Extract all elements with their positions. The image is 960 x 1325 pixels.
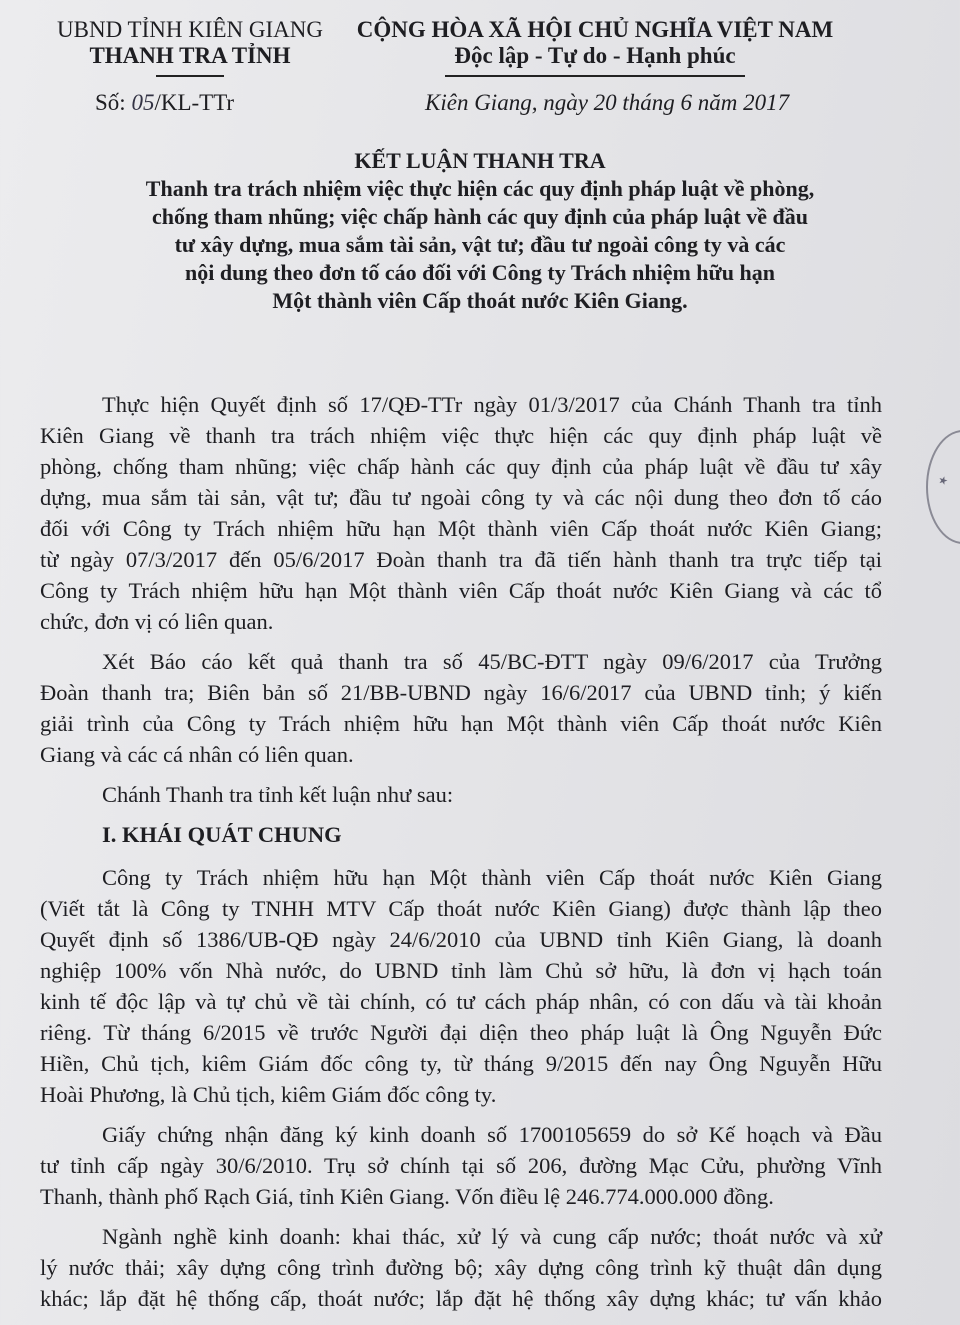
paragraph bbox=[40, 1119, 882, 1212]
subtitle-line: Một thành viên Cấp thoát nước Kiên Giang. bbox=[272, 288, 688, 313]
text-line: Công ty Trách nhiệm hữu hạn Một thành viên Cấp thoát nước Kiên Giang bbox=[102, 865, 882, 890]
text-line: Hiền, Chủ tịch, kiêm Giám đốc công ty, từ tháng 9/2015 đến nay Ông Nguyễn Hữu bbox=[40, 1051, 882, 1076]
subtitle-line: Thanh tra trách nhiệm việc thực hiện các quy định pháp luật về phòng, bbox=[145, 176, 815, 201]
title-main: KẾT LUẬN THANH TRA bbox=[354, 148, 606, 173]
document-title bbox=[0, 147, 960, 315]
text-line: dựng, mua sắm tài sản, vật tư; đầu tư ngoài công ty và các nội dung theo đơn tố cáo bbox=[40, 485, 882, 510]
text-line: phòng, chống tham nhũng; việc chấp hành các quy định của pháp luật về đầu tư xây bbox=[40, 454, 882, 479]
authority-line-1: UBND TỈNH KIÊN GIANG bbox=[57, 17, 323, 42]
text-line: Quyết định số 1386/UB-QĐ ngày 24/6/2010 của UBND tỉnh Kiên Giang, là doanh bbox=[40, 927, 882, 952]
paragraph bbox=[40, 1221, 882, 1314]
star-icon: ★ bbox=[936, 475, 949, 486]
text-line: Đoàn thanh tra; Biên bản số 21/BB-UBND ngày 16/6/2017 của UBND tỉnh; ý kiến bbox=[40, 680, 882, 705]
text-line: lý nước thải; xây dựng công trình đường bộ; xây dựng công trình kỹ thuật dân dụng bbox=[40, 1255, 882, 1280]
nation-name: CỘNG HÒA XÃ HỘI CHỦ NGHĨA VIỆT NAM bbox=[356, 17, 834, 42]
text-line: Giang và các cá nhân có liên quan. bbox=[40, 742, 354, 767]
text-line: kinh tế độc lập và tự chủ về tài chính, có tư cách pháp nhân, có con dấu và tài khoản bbox=[40, 989, 882, 1014]
divider bbox=[156, 75, 224, 77]
text-line: Ngành nghề kinh doanh: khai thác, xử lý và cung cấp nước; thoát nước và xử bbox=[102, 1224, 882, 1249]
seal-stamp-edge bbox=[926, 430, 960, 544]
text-line: chức, đơn vị có liên quan. bbox=[40, 609, 274, 634]
national-motto bbox=[345, 17, 845, 77]
subtitle-line: tư xây dựng, mua sắm tài sản, vật tư; đầu tư ngoài công ty và các bbox=[174, 232, 786, 257]
text-line: Xét Báo cáo kết quả thanh tra số 45/BC-ĐTT ngày 09/6/2017 của Trưởng bbox=[102, 649, 882, 674]
text-line: Công ty Trách nhiệm hữu hạn Một thành viên Cấp thoát nước Kiên Giang và các tổ bbox=[40, 578, 882, 603]
text-line: Thực hiện Quyết định số 17/QĐ-TTr ngày 01/3/2017 của Chánh Thanh tra tỉnh bbox=[102, 392, 882, 417]
text-line: từ ngày 07/3/2017 đến 05/6/2017 Đoàn thanh tra đã tiến hành thanh tra trực tiếp tại bbox=[40, 547, 882, 572]
text-line: (Viết tắt là Công ty TNHH MTV Cấp thoát nước Kiên Giang) được thành lập theo bbox=[40, 896, 882, 921]
text-line: giải trình của Công ty Trách nhiệm hữu hạn Một thành viên Cấp thoát nước Kiên bbox=[40, 711, 882, 736]
text-line: Chánh Thanh tra tỉnh kết luận như sau: bbox=[102, 782, 454, 807]
text-line: riêng. Từ tháng 6/2015 về trước Người đại diện theo pháp luật là Ông Nguyễn Đức bbox=[40, 1020, 882, 1045]
paragraph bbox=[40, 646, 882, 770]
text-line: khác; lắp đặt hệ thống cấp, thoát nước; lắp đặt hệ thống xây dựng khác; tư vấn khảo bbox=[40, 1286, 882, 1311]
number-suffix: /KL-TTr bbox=[154, 90, 235, 115]
document-body bbox=[40, 389, 882, 1323]
text-line: tư tỉnh cấp ngày 30/6/2010. Trụ sở chính tại số 206, đường Mạc Cửu, phường Vĩnh bbox=[40, 1153, 882, 1178]
text-line: Thanh, thành phố Rạch Giá, tỉnh Kiên Giang. Vốn điều lệ 246.774.000.000 đồng. bbox=[40, 1184, 774, 1209]
divider bbox=[445, 75, 745, 77]
authority-line-2: THANH TRA TỈNH bbox=[89, 43, 291, 68]
text-line: Hoài Phương, là Chủ tịch, kiêm Giám đốc công ty. bbox=[40, 1082, 497, 1107]
text-line: nghiệp 100% vốn Nhà nước, do UBND tỉnh làm Chủ sở hữu, là đơn vị hạch toán bbox=[40, 958, 882, 983]
text-line: đối với Công ty Trách nhiệm hữu hạn Một thành viên Cấp thoát nước Kiên Giang; bbox=[40, 516, 882, 541]
section-heading bbox=[40, 819, 882, 850]
text-line: Kiên Giang về thanh tra trách nhiệm việc thực hiện các quy định pháp luật về bbox=[40, 423, 882, 448]
paragraph bbox=[40, 862, 882, 1110]
subtitle-line: chống tham nhũng; việc chấp hành các quy định của pháp luật về đầu bbox=[152, 204, 808, 229]
motto: Độc lập - Tự do - Hạnh phúc bbox=[454, 43, 736, 68]
handwritten-number: 05 bbox=[131, 90, 155, 115]
issuing-authority bbox=[40, 17, 340, 77]
subtitle-line: nội dung theo đơn tố cáo đối với Công ty Trách nhiệm hữu hạn bbox=[185, 260, 775, 285]
document-date: Kiên Giang, ngày 20 tháng 6 năm 2017 bbox=[425, 90, 790, 115]
number-label: Số: bbox=[95, 90, 132, 115]
document-number bbox=[95, 90, 234, 116]
paragraph bbox=[40, 389, 882, 637]
text-line: Giấy chứng nhận đăng ký kinh doanh số 1700105659 do sở Kế hoạch và Đầu bbox=[102, 1122, 882, 1147]
title-subtitle bbox=[0, 175, 960, 315]
paragraph bbox=[40, 779, 882, 810]
text-line: I. KHÁI QUÁT CHUNG bbox=[102, 822, 342, 847]
